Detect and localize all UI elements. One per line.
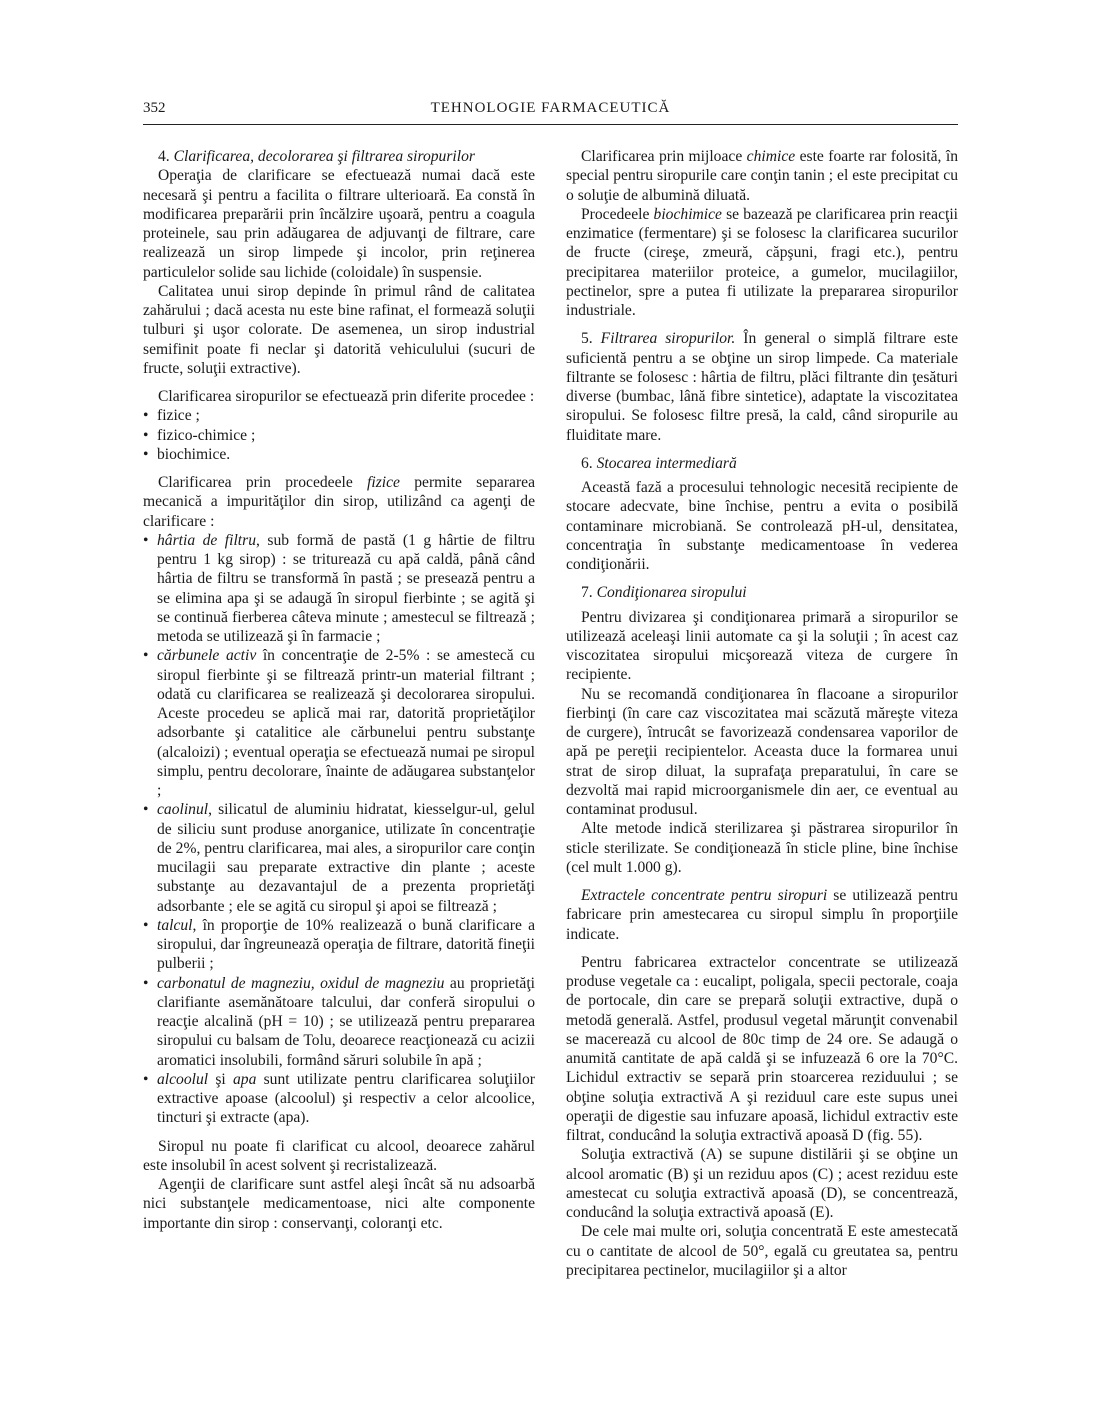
list-item: • biochimice. (143, 445, 535, 464)
paragraph (566, 147, 958, 205)
list-item (143, 1070, 535, 1128)
left-column (143, 147, 535, 1233)
text: În general o simplă filtrare este suficientă pentru a se obţine un sirop limpede. Ca materiale filtrante se folosesc : hârtia de filtru, plăci filtrante din ţesături diverse (bumbac, lână fibre sintetice), adaptate la viscozitatea siropului. Se folosesc filtre presă, la cald, când siropurile au fluiditate mare. (566, 330, 959, 444)
paragraph (143, 473, 535, 531)
right-column (566, 147, 958, 1280)
section-heading-4 (143, 147, 535, 166)
paragraph: Această fază a procesului tehnologic necesită recipiente de stocare adecvate, bine închise, pentru a evita o posibilă contaminare microbiană. Se controlează pH-ul, densitatea, concentraţia în substanţe medicamentoase în vederea condiţionării. (566, 479, 958, 573)
text: , sub formă de pastă (1 g hârtie de filtru pentru 1 kg sirop) : se triturează cu apă caldă, până când hârtia de filtru se transformă în pastă ; se presează pentru a se elimina apa şi se adaugă în siropul fierbinte ; se agită şi se continuă fierberea câteva minute ; amestecul se filtrează ; metoda se utilizează şi în farmacie ; (157, 531, 535, 645)
paragraph: De cele mai multe ori, soluţia concentrată E este amestecată cu o cantitate de alcool de 50°, egală cu greutatea sa, pentru precipitarea pectinelor, mucilagiilor şi a altor (566, 1223, 958, 1279)
term: Extractele concentrate pentru siropuri (581, 887, 828, 904)
text: , silicatul de aluminiu hidratat, kiesselgur-ul, gelul de siliciu sunt produse anorganice, utilizate în concentraţie de 2%, pentru clarificarea, mai ales, a siropurilor care conţin mucilagii sau preparate extractive din plante ; aceste substanţe au dezavantajul de a prezenta proprietăţi adsorbante ; ele se agită cu siropul şi apoi se filtrează ; (157, 801, 535, 915)
paragraph: Siropul nu poate fi clarificat cu alcool, deoarece zahărul este insolubil în acest solvent şi recristalizează. (143, 1137, 535, 1174)
section-title: Clarificarea, decolorarea şi filtrarea siropurilor (173, 148, 475, 165)
text: , (310, 974, 321, 992)
agents-list (143, 531, 535, 1128)
paragraph: Soluţia extractivă (A) se supune distilării şi se obţine un alcool aromatic (B) şi un reziduu apos (C) ; acest reziduu este amestecat cu soluţia extractivă apoasă (D), se concentrează, conducând la soluţia extractivă apoasă (E). (566, 1146, 958, 1221)
section-heading-6 (566, 454, 958, 473)
term: oxidul de magneziu (320, 974, 445, 992)
term: alcoolul (157, 1070, 209, 1088)
term: hârtia de filtru (157, 531, 256, 549)
paragraph: Pentru divizarea şi condiţionarea primară a siropurilor se utilizează aceleaşi linii automate ca şi la soluţii ; în acest caz viscozitatea siropului micşorează viteza de curgere în recipiente. (566, 608, 958, 684)
text: este foarte rar folosită, în special pentru siropurile care conţin tanin ; el este precipitat cu o soluţie de albumină diluată. (566, 148, 959, 204)
text: chimice (746, 148, 796, 165)
text: se bazează pe clarificarea prin reacţii enzimatice (fermentare) şi se folosesc la clarificarea sucurilor de fructe (cireşe, zmeură, căpşuni, fragi etc.), pentru precipitarea materiilor proteice, a gumelor, mucilagiilor, pectinelor, spre a putea fi utilizate la prepararea siropurilor industriale. (566, 205, 959, 319)
list-item: • fizice ; (143, 406, 535, 425)
running-header (143, 98, 958, 125)
methods-list (143, 406, 535, 464)
paragraph: Clarificarea siropurilor se efectuează prin diferite procedee : (158, 388, 535, 405)
text: , în proporţie de 10% realizează o bună clarificare a siropului, dar îngreunează operaţia de filtrare, datorită fineţii pulberii ; (157, 916, 535, 973)
text: şi (208, 1070, 233, 1088)
term: apa (232, 1070, 257, 1088)
term: cărbunele activ (157, 647, 257, 665)
section-number: 7. (581, 584, 597, 602)
text: biochimice (653, 205, 722, 223)
list-item (143, 916, 535, 974)
text: Clarificarea prin mijloace (581, 148, 747, 165)
paragraph: Nu se recomandă condiţionarea în flacoane a siropurilor fierbinţi (în care caz viscozitatea mai scăzută măreşte viteza de curgere), întrucât se favorizează condensarea vaporilor de apă pe pereţii recipientelor. Aceasta duce la formarea unui strat de sirop diluat, la suprafaţa preparatului, în care se dezvoltă mai rapid microorganismele din aer, ce eventual au contaminat produsul. (566, 685, 958, 818)
term: talcul (157, 916, 193, 934)
term: caolinul (157, 801, 209, 819)
section-number: 4. (158, 148, 174, 165)
text: au proprietăţi clarifiante asemănătoare talcului, dar conferă siropului o reacţie alcalină (pH = 10) ; se utilizează pentru prepararea siropului cu balsam de Tolu, deoarece reacţionează cu acizii aromatici insolubili, formând săruri solubile în apă ; (157, 974, 536, 1069)
list-item: • fizico-chimice ; (143, 426, 535, 445)
section-number: 5. (581, 330, 601, 348)
term: carbonatul de magneziu (157, 974, 311, 992)
text: Procedeele (581, 205, 654, 223)
section-number: 6. (581, 454, 597, 472)
paragraph: Alte metode indică sterilizarea şi păstrarea siropurilor în sticle sterilizate. Se condiţionează în sticle pline, bine închise (cel mult 1.000 g). (566, 820, 958, 876)
section-5-paragraph (566, 329, 958, 445)
paragraph (566, 886, 958, 944)
paragraph (566, 205, 958, 321)
section-title: Condiţionarea siropului (596, 584, 747, 602)
text: Clarificarea prin procedeele (158, 474, 368, 491)
section-title: Filtrarea siropurilor. (600, 330, 736, 348)
text: se utilizează pentru fabricare prin amestecarea cu siropul simplu în proporţiile indicate. (566, 887, 958, 943)
section-title: Stocarea intermediară (596, 454, 737, 472)
text: sunt utilizate pentru clarificarea soluţiilor extractive apoase (alcoolul) şi respectiv a celor alcoolice, tincturi şi extracte (apa). (157, 1070, 536, 1127)
paragraph: Calitatea unui sirop depinde în primul rând de calitatea zahărului ; dacă acesta nu este bine rafinat, el formează soluţii tulburi şi uşor colorate. De asemenea, un sirop industrial semifinit poate fi neclar şi datorită vehiculului (sucuri de fructe, soluţii extractive). (143, 282, 535, 377)
text: permite separarea mecanică a impurităţilor din sirop, utilizând ca agenţi de clarificare : (143, 474, 535, 530)
running-title: TEHNOLOGIE FARMACEUTICĂ (430, 100, 671, 116)
text: în concentraţie de 2-5% : se amestecă cu siropul fierbinte şi se filtrează printr-un material filtrant ; odată cu clarificarea se realizează şi decolorarea siropului. Aceste procedeu se aplică mai rar, datorită proprietăţilor adsorbante şi catalitice ale cărbunelui pentru substanţe (alcaloizi) ; eventual operaţia se efectuează numai pe siropul simplu, pentru decolorare, înainte de adăugarea substanţelor ; (157, 647, 535, 799)
paragraph: Pentru fabricarea extractelor concentrate se utilizează produse vegetale ca : eucalipt, poligala, specii pectorale, coaja de portocale, din care se prepară soluţii extractive, după o metodă generală. Astfel, produsul vegetal mărunţit convenabil se macerează cu alcool de 80c timp de 24 ore. Se adaugă o anumită cantitate de apă caldă şi se infuzează 6 ore la 70°C. Lichidul extractiv se separă prin stoarcerea reziduului ; se obţine soluţia extractivă A şi reziduul care este supus unei operaţii de digestie sau infuzare apoasă, lichidul extractiv este filtrat, conducând la soluţia extractivă apoasă D (fig. 55). (566, 953, 958, 1144)
list-item (143, 974, 535, 1070)
list-item (143, 800, 535, 916)
paragraph: Agenţii de clarificare sunt astfel aleşi încât să nu adsoarbă nici substanţele medicamentoase, nici alte componente importante din sirop : conservanţi, coloranţi etc. (143, 1176, 535, 1232)
page-number: 352 (143, 100, 166, 116)
list-item (143, 646, 535, 800)
text: fizice (367, 474, 400, 491)
paragraph: Operaţia de clarificare se efectuează numai dacă este necesară şi pentru a facilita o filtrare ulterioară. Ea constă în modificarea preparării prin încălzire uşoară, pentru a coagula proteinele, sau prin adăugarea de adjuvanţi de filtrare, care realizează un sirop limpede şi incolor, prin reţinerea particulelor solide sau lichide (coloidale) în suspensie. (143, 167, 535, 281)
section-heading-7 (566, 583, 958, 602)
list-item (143, 531, 535, 647)
